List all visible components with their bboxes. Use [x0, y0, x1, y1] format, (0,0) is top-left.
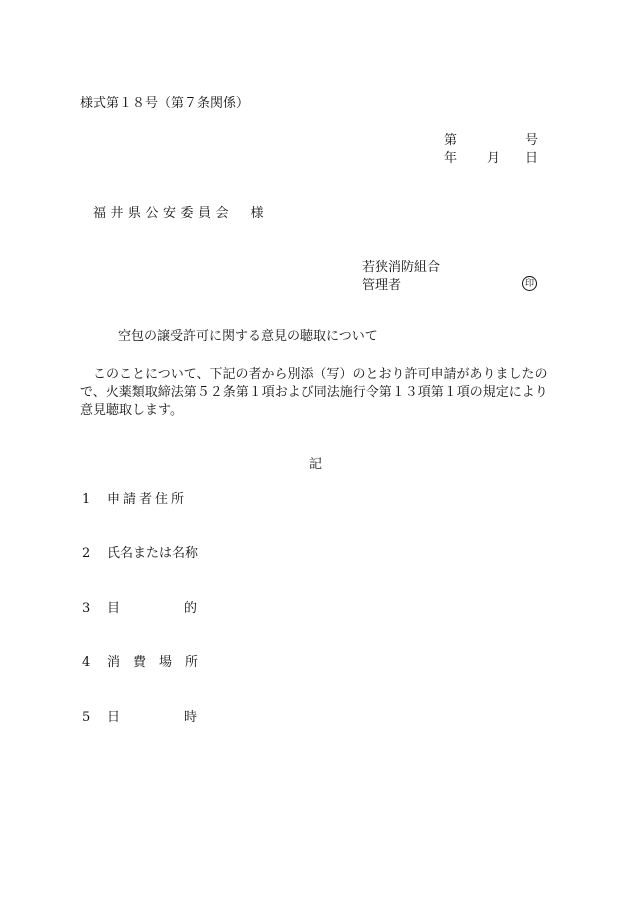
item-label-name: 氏名または名称: [107, 546, 199, 561]
item-label-datetime: [107, 711, 197, 724]
ki-heading: 記: [309, 457, 323, 472]
item-label-purpose-right: 的: [183, 601, 197, 616]
item-number: 4: [82, 655, 91, 670]
subject-title: 空包の譲受許可に関する意見の聴取について: [118, 329, 378, 344]
date-month-label: 月: [487, 151, 501, 166]
item-number: 3: [82, 601, 91, 616]
item-number: 1: [82, 492, 91, 507]
item-label-datetime-left: 日: [107, 710, 121, 725]
document-number-suffix: 号: [525, 133, 539, 148]
item-label-applicant-address: 申請者住所: [107, 492, 188, 507]
form-number: 様式第１８号（第７条関係）: [80, 96, 250, 111]
document-number-prefix: 第: [444, 133, 458, 148]
date-year-label: 年: [444, 151, 458, 166]
item-label-purpose-left: 目: [107, 601, 121, 616]
addressee: 福井県公安委員会 様: [93, 206, 269, 221]
item-number: 2: [82, 546, 91, 561]
sender-role: 管理者: [362, 278, 402, 293]
item-label-purpose: [107, 602, 197, 615]
item-label-datetime-right: 時: [183, 710, 197, 725]
seal-mark: 印: [522, 276, 537, 291]
body-paragraph: このことについて、下記の者から別添（写）のとおり許可申請がありましたので、火薬類取締法第５２条第１項および同法施行令第１３項第１項の規定により意見聴取します。: [80, 367, 548, 418]
item-number: 5: [82, 710, 91, 725]
date-day-label: 日: [525, 151, 539, 166]
sender-organization: 若狭消防組合: [362, 260, 441, 275]
item-label-consumption-place: 消費場所: [107, 655, 212, 670]
